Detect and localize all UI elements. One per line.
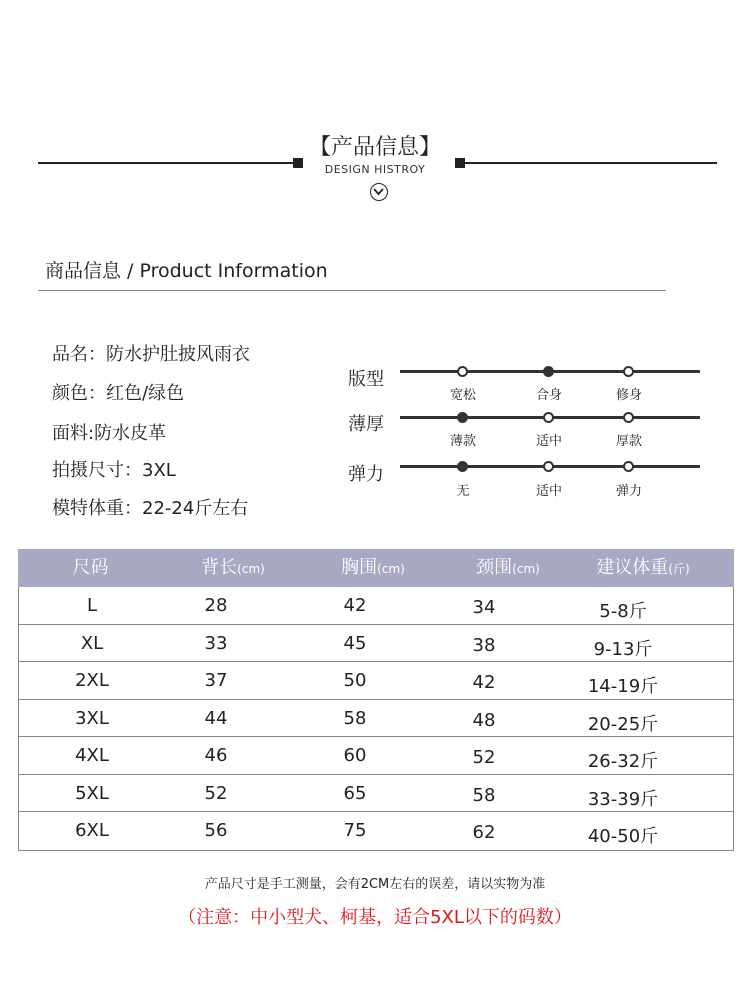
cell-neck: 48 <box>472 709 496 731</box>
cell-chest: 58 <box>343 707 367 729</box>
table-row <box>19 625 733 663</box>
cell-neck: 42 <box>472 672 496 693</box>
cell-neck: 52 <box>472 747 496 768</box>
scale-fit-dot-1 <box>543 366 554 377</box>
cell-back-length: 46 <box>204 745 228 766</box>
header-weight: 建议体重(斤) <box>596 557 690 578</box>
header-chest: 胸围(cm) <box>341 557 405 578</box>
cell-back-length: 56 <box>204 820 228 841</box>
scale-thickness-dot-1 <box>543 412 554 423</box>
cell-chest: 50 <box>343 670 367 691</box>
scale-elasticity-option-0: 无 <box>456 484 470 499</box>
info-model-weight: 模特体重：22-24斤左右 <box>52 498 249 519</box>
scale-elasticity-option-2: 弹力 <box>615 484 642 499</box>
cell-chest: 75 <box>343 820 367 841</box>
table-row <box>19 700 733 738</box>
header-size: 尺码 <box>72 557 109 578</box>
cell-weight: 20-25斤 <box>587 713 659 735</box>
cell-back-length: 52 <box>204 782 228 804</box>
cell-size: XL <box>80 632 104 654</box>
chevron-down-icon <box>370 183 388 201</box>
section-title: 商品信息 / Product Information <box>45 260 328 282</box>
cell-back-length: 33 <box>204 632 228 654</box>
cell-weight: 40-50斤 <box>587 826 659 847</box>
cell-chest: 65 <box>343 782 367 804</box>
cell-size: 5XL <box>75 782 109 804</box>
scale-fit-dot-2 <box>623 366 634 377</box>
scale-elasticity-option-1: 适中 <box>535 484 562 499</box>
section-divider <box>38 290 666 291</box>
cell-weight: 9-13斤 <box>593 638 653 660</box>
scale-elasticity-dot-1 <box>543 461 554 472</box>
cell-chest: 60 <box>343 745 367 766</box>
header-back-length: 背长(cm) <box>201 557 265 578</box>
scale-thickness-option-2: 厚款 <box>615 434 642 449</box>
size-table-header <box>18 549 734 587</box>
cell-back-length: 28 <box>204 595 228 616</box>
cell-back-length: 37 <box>204 670 228 691</box>
header-subtitle: DESIGN HISTROY <box>324 163 426 176</box>
cell-size: L <box>86 595 98 616</box>
measure-note: 产品尺寸是手工测量，会有2CM左右的误差，请以实物为准 <box>204 877 546 892</box>
info-model-size: 拍摄尺寸：3XL <box>52 460 176 481</box>
scale-fit-option-0: 宽松 <box>449 388 476 403</box>
info-color: 颜色：红色/绿色 <box>52 383 185 404</box>
cell-back-length: 44 <box>204 707 228 729</box>
header-line-right <box>462 162 717 164</box>
warning-note: （注意：中小型犬、柯基，适合5XL以下的码数） <box>178 907 572 928</box>
info-material: 面料:防水皮革 <box>52 423 167 444</box>
table-row <box>19 737 733 775</box>
scale-thickness-option-1: 适中 <box>535 434 562 449</box>
info-product-name: 品名：防水护肚披风雨衣 <box>52 344 250 365</box>
cell-weight: 33-39斤 <box>587 788 659 810</box>
table-row <box>19 812 733 850</box>
header-title: 【产品信息】 <box>308 135 441 160</box>
scale-thickness-dot-2 <box>623 412 634 423</box>
cell-size: 6XL <box>75 820 109 841</box>
scale-fit-option-2: 修身 <box>615 388 642 403</box>
cell-size: 4XL <box>75 745 109 766</box>
cell-weight: 5-8斤 <box>599 601 647 622</box>
size-table-body <box>18 587 734 851</box>
table-row <box>19 662 733 700</box>
cell-neck: 62 <box>472 822 496 843</box>
scale-thickness-label: 薄厚 <box>348 414 384 435</box>
scale-fit-option-1: 合身 <box>535 388 562 403</box>
cell-size: 2XL <box>75 670 109 691</box>
cell-size: 3XL <box>75 707 109 729</box>
table-row <box>19 775 733 813</box>
cell-weight: 26-32斤 <box>587 751 659 772</box>
scale-elasticity-dot-0 <box>457 461 468 472</box>
cell-neck: 34 <box>472 597 496 618</box>
cell-chest: 45 <box>343 632 367 654</box>
scale-elasticity-label: 弹力 <box>348 464 384 485</box>
header-neck: 颈围(cm) <box>476 557 540 578</box>
cell-chest: 42 <box>343 595 367 616</box>
cell-weight: 14-19斤 <box>587 676 659 697</box>
table-row <box>19 587 733 625</box>
scale-fit-dot-0 <box>457 366 468 377</box>
scale-thickness-dot-0 <box>457 412 468 423</box>
cell-neck: 38 <box>472 634 496 656</box>
scale-thickness-option-0: 薄款 <box>449 434 476 449</box>
scale-fit-label: 版型 <box>348 369 384 390</box>
cell-neck: 58 <box>472 784 496 806</box>
scale-elasticity-dot-2 <box>623 461 634 472</box>
